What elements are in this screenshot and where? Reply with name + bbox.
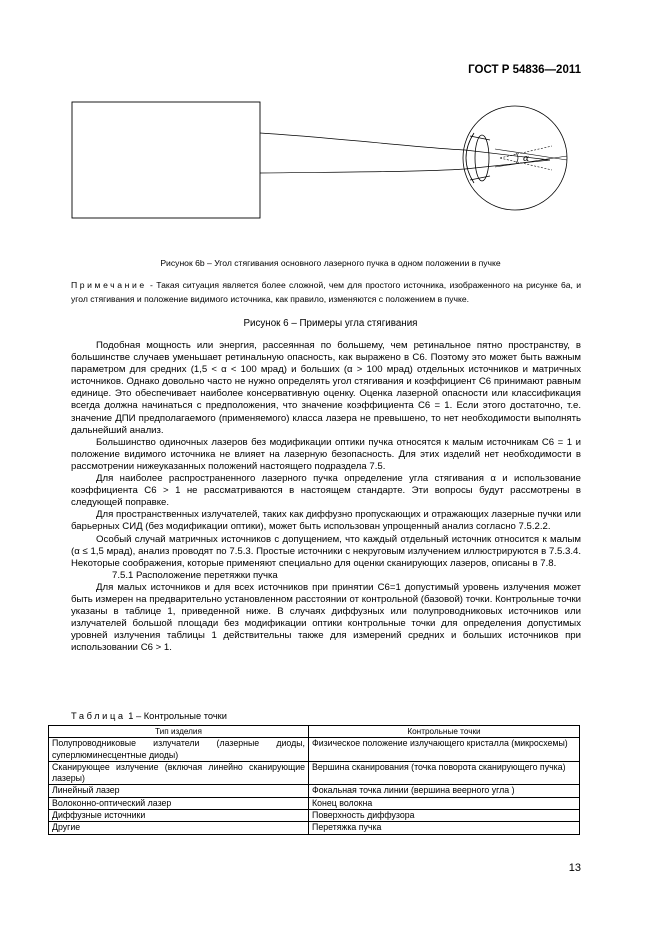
iris-lower: [470, 176, 490, 180]
table-row: [49, 822, 580, 834]
note-text: - Такая ситуация является более сложной, чем для простого источника, изображенного на рисунке 6а, и угол стягивания и положение видимого источника, как правило, изменяются с положением в пучке.: [71, 280, 581, 304]
document-header: ГОСТ Р 54836—2011: [468, 64, 581, 76]
subsection-heading: 7.5.1 Расположение перетяжки пучка: [112, 569, 278, 581]
table-header-row: [49, 726, 580, 738]
table-row: [49, 761, 580, 785]
laser-source-box: [72, 102, 260, 218]
column-header: Контрольные точки: [309, 726, 580, 738]
table-cell: Перетяжка пучка: [309, 822, 580, 834]
table-title: 1 – Контрольные точки: [125, 711, 227, 721]
note-label: Примечание: [71, 280, 147, 290]
paragraph: Для наиболее распространенного лазерного пучка определение угла стягивания α и использование коэффициента C6 > 1 не рассматриваются в настоящем стандарте. Эти вопросы будут рассмотрены в следующей поправке.: [71, 473, 581, 509]
note: [71, 278, 581, 306]
figure-6b-caption: Рисунок 6b – Угол стягивания основного лазерного пучка в одном положении в пучке: [160, 258, 501, 268]
paragraph: Подобная мощность или энергия, рассеянная по большему, чем ретинальное пятно пространству, в большинстве случаев уменьшает ретинальную опасность, как выражено в C6. Поэтому это может быть важным параметром для средних (1,5 < α < 100 мрад) и больших (α > 100 мрад) отдельных источников и матричных источников. Однако довольно часто не нужно определять угол стягивания и коэффициент C6 принимают равным единице. Это обеспечивает наиболее консервативную оценку. Оценка лазерной опасности или классификация всегда должна начинаться с предположения, что значение коэффициента C6 = 1. Если этого достаточно, т.е. значение ДПИ предполагаемого (применяемого) класса лазера не превышено, то нет необходимости выполнять дальнейший анализ.: [71, 340, 581, 436]
table-cell: Конец волокна: [309, 797, 580, 809]
eye-globe: [463, 106, 567, 210]
table-cell: Линейный лазер: [49, 785, 309, 797]
table-cell: Другие: [49, 822, 309, 834]
table-row: [49, 785, 580, 797]
table-cell: Полупроводниковые излучатели (лазерные диоды, суперлюминесцентные диоды): [49, 738, 309, 762]
beam-lower-line: [260, 160, 550, 173]
control-points-table: [48, 725, 580, 835]
table-cell: Вершина сканирования (точка поворота сканирующего пучка): [309, 761, 580, 785]
table-cell: Физическое положение излучающего кристалла (микросхемы): [309, 738, 580, 762]
table-row: [49, 797, 580, 809]
table-cell: Поверхность диффузора: [309, 810, 580, 822]
paragraph: Большинство одиночных лазеров без модификации оптики пучка относятся к малым источникам C6 = 1 и положение видимого источника не влияет на лазерную безопасность. Для этих изделий нет необходимости в рассмотрении нижеуказанных положений настоящего подраздела 7.5.: [71, 436, 581, 472]
figure-6b-illustration: [70, 100, 580, 250]
iris-upper: [470, 136, 490, 140]
table-cell: Волоконно-оптический лазер: [49, 797, 309, 809]
table-cell: Сканирующее излучение (включая линейно сканирующие лазеры): [49, 761, 309, 785]
angle-arc: [516, 153, 518, 163]
table-row: [49, 738, 580, 762]
paragraph: Для пространственных излучателей, таких как диффузно пропускающих и отражающих лазерные пучки или барьерных СИД (без модификации оптики), может быть использован упрощенный анализ согласно 7.5.2.2.: [71, 509, 581, 533]
table-caption: [71, 711, 227, 721]
eye-lens: [475, 135, 489, 181]
table-label: Таблица: [71, 711, 126, 721]
beam-upper-line: [260, 133, 550, 160]
body-text: [71, 340, 581, 654]
figure-6-caption: Рисунок 6 – Примеры угла стягивания: [243, 318, 418, 329]
angle-alpha-label: α: [523, 154, 530, 164]
table-row: [49, 810, 580, 822]
page-number: 13: [568, 862, 581, 874]
column-header: Тип изделия: [49, 726, 309, 738]
cornea: [466, 133, 474, 183]
paragraph: Особый случай матричных источников с допущением, что каждый отдельный источник относится к малым (α ≤ 1,5 мрад), анализ проводят по 7.5.3. Простые источники с некруговым излучением иллюстрируются в 7.5.3.4. Некоторые соображения, которые применяют специально для оценки сканирующих лазеров, описаны в 7.8.: [71, 533, 581, 569]
table-cell: Фокальная точка линии (вершина веерного угла ): [309, 785, 580, 797]
paragraph: Для малых источников и для всех источников при принятии C6=1 допустимый уровень излучения может быть измерен на предварительно установленном расстоянии от контрольной (базовой) точки. Контрольные точки указаны в таблице 1, приведенной ниже. В случаях диффузных или полупроводниковых источников или излучателей большой площади без модификации оптики контрольные точки для определения допустимых уровней излучения таблицы 1 действительны также для измерений средних и больших источников при использовании C6 > 1.: [71, 581, 581, 654]
table-cell: Диффузные источники: [49, 810, 309, 822]
